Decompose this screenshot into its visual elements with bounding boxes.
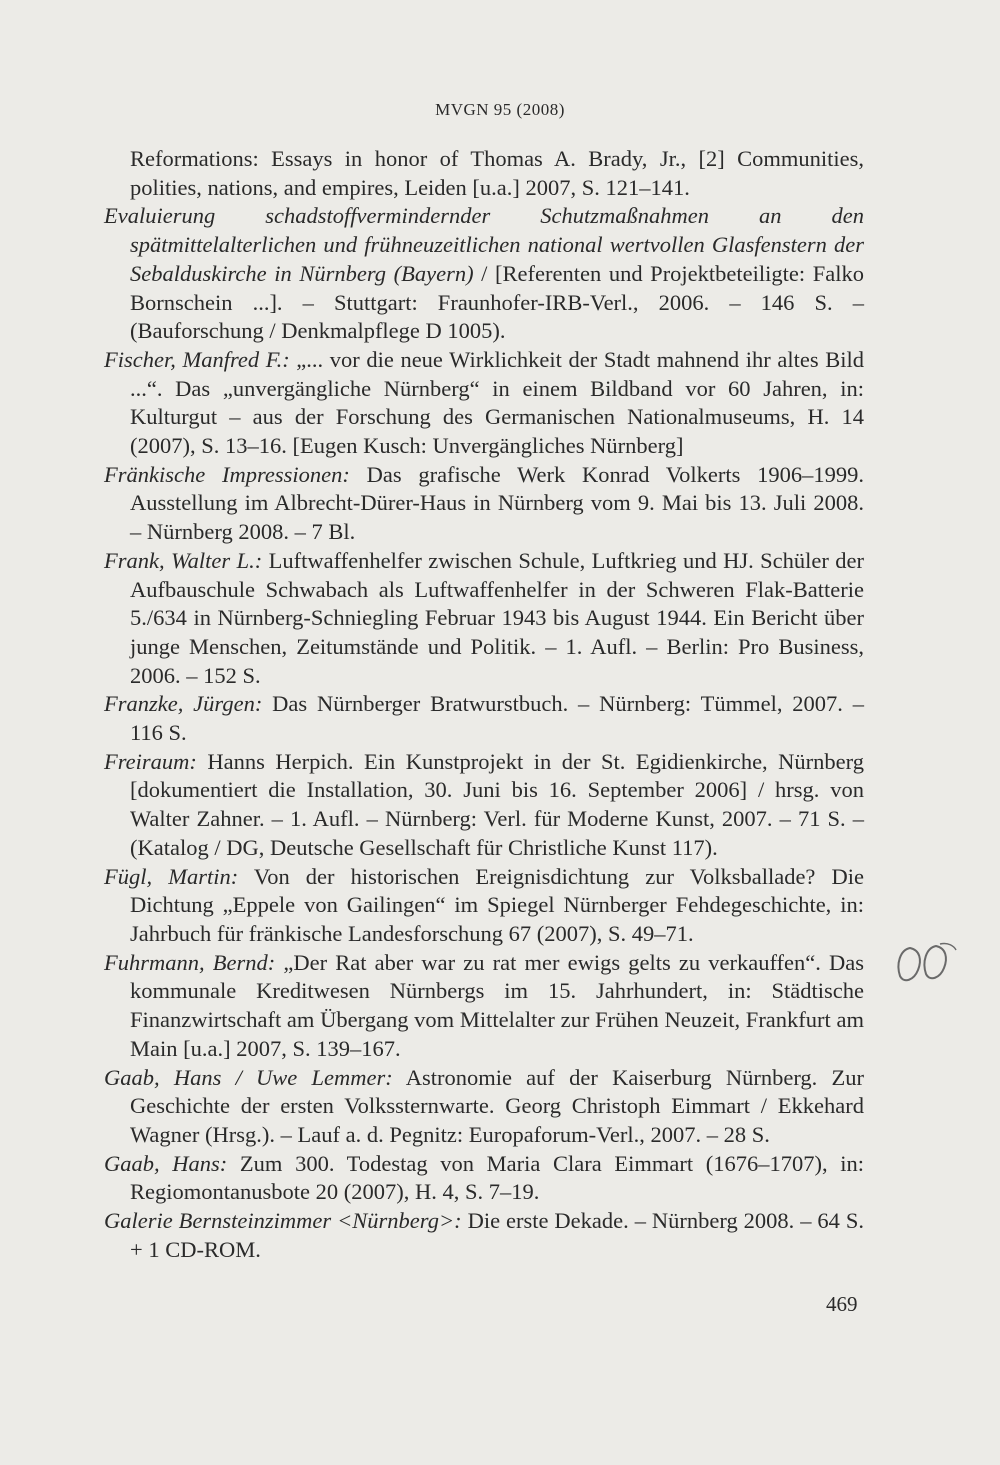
running-head: MVGN 95 (2008) [435, 100, 565, 119]
bibliography-entry [104, 949, 864, 1064]
entry-text: Hanns Herpich. Ein Kunstprojekt in der St. Egidienkirche, Nürnberg [dokumentiert die Installation, 30. Juni bis 16. September 2006] / hrsg. von Walter Zahner. – 1. Aufl. – Nürnberg: Verl. für Moderne Kunst, 2007. – 71 S. – (Katalog / DG, Deutsche Gesellschaft für Christliche Kunst 117). [130, 748, 864, 860]
bibliography-entry [104, 1150, 864, 1207]
entry-author: Franzke, Jürgen: [104, 691, 263, 717]
entry-author: Gaab, Hans: [104, 1150, 228, 1176]
bibliography-entry [104, 1064, 864, 1150]
bibliography-entry [104, 690, 864, 747]
entry-text: „Der Rat aber war zu rat mer ewigs gelts zu verkauffen“. Das kommunale Kreditwesen Nürnbergs im 15. Jahrhundert, in: Städtische Finanzwirtschaft am Übergang vom Mittelalter zur Frühen Neuzeit, Frankfurt am Main [u.a.] 2007, S. 139–167. [130, 949, 864, 1061]
bibliography-entry [104, 748, 864, 863]
bibliography-entry [104, 202, 864, 346]
entry-author: Galerie Bernsteinzimmer <Nürnberg>: [104, 1208, 462, 1234]
page-number: 469 [826, 1292, 858, 1316]
entry-text: Die erste Dekade. – Nürnberg 2008. – 64 S. + 1 CD-ROM. [130, 1208, 865, 1262]
entry-author: Fuhrmann, Bernd: [104, 949, 276, 975]
bibliography-entry [104, 346, 864, 461]
entry-author: Fischer, Manfred F.: [104, 346, 290, 372]
entry-author: Fränkische Impressionen: [104, 461, 350, 487]
entry-text: Luftwaffenhelfer zwischen Schule, Luftkrieg und HJ. Schüler der Aufbauschule Schwabach als Luftwaffenhelfer in der Schweren Flak-Batterie 5./634 in Nürnberg-Schniegling Februar 1943 bis August 1944. Ein Bericht über junge Menschen, Zeitumstände und Politik. – 1. Aufl. – Berlin: Pro Business, 2006. – 152 S. [130, 547, 864, 688]
handwritten-margin-mark [890, 940, 960, 986]
entry-author: Fügl, Martin: [104, 863, 239, 889]
bibliography-entry [104, 145, 864, 202]
bibliography-entry [104, 1207, 864, 1264]
entry-text: / [Referenten und Projektbeteiligte: Falko Bornschein ...]. – Stuttgart: Fraunhofer-IRB-Verl., 2006. – 146 S. – (Bauforschung / Denkmalpflege D 1005). [130, 260, 864, 344]
entry-text: „... vor die neue Wirklichkeit der Stadt mahnend ihr altes Bild ...“. Das „unvergängliche Nürnberg“ in einem Bildband vor 60 Jahren, in: Kulturgut – aus der Forschung des Germanischen Nationalmuseums, H. 14 (2007), S. 13–16. [Eugen Kusch: Unvergängliches Nürnberg] [130, 346, 864, 459]
bibliography-list [104, 145, 864, 1264]
entry-text: Astronomie auf der Kaiserburg Nürnberg. Zur Geschichte der ersten Volkssternwarte. Georg Christoph Eimmart / Ekkehard Wagner (Hrsg.). – Lauf a. d. Pegnitz: Europaforum-Verl., 2007. – 28 S. [130, 1064, 864, 1147]
entry-author: Evaluierung schadstoffvermindernder Schutzmaßnahmen an den spätmittelalterlichen und frühneuzeitlichen national wertvollen Glasfenstern der Sebalduskirche in Nürnberg (Bayern) [104, 203, 864, 286]
entry-author: Frank, Walter L.: [104, 547, 263, 573]
entry-text: Reformations: Essays in honor of Thomas A. Brady, Jr., [2] Communities, polities, nations, and empires, Leiden [u.a.] 2007, S. 121–141. [130, 146, 864, 200]
entry-author: Freiraum: [104, 748, 197, 774]
entry-text: Zum 300. Todestag von Maria Clara Eimmart (1676–1707), in: Regiomontanusbote 20 (2007), H. 4, S. 7–19. [130, 1150, 865, 1205]
entry-text: Von der historischen Ereignisdichtung zur Volksballade? Die Dichtung „Eppele von Gailingen“ im Spiegel Nürnberger Fehdegeschichte, in: Jahrbuch für fränkische Landesforschung 67 (2007), S. 49–71. [130, 863, 864, 946]
bibliography-entry [104, 863, 864, 949]
entry-text: Das Nürnberger Bratwurstbuch. – Nürnberg: Tümmel, 2007. – 116 S. [130, 691, 864, 746]
bibliography-entry [104, 461, 864, 547]
entry-author: Gaab, Hans / Uwe Lemmer: [104, 1064, 393, 1090]
entry-text: Das grafische Werk Konrad Volkerts 1906–1999. Ausstellung im Albrecht-Dürer-Haus in Nürnberg vom 9. Mai bis 13. Juli 2008. – Nürnberg 2008. – 7 Bl. [130, 461, 865, 545]
bibliography-entry [104, 547, 864, 691]
